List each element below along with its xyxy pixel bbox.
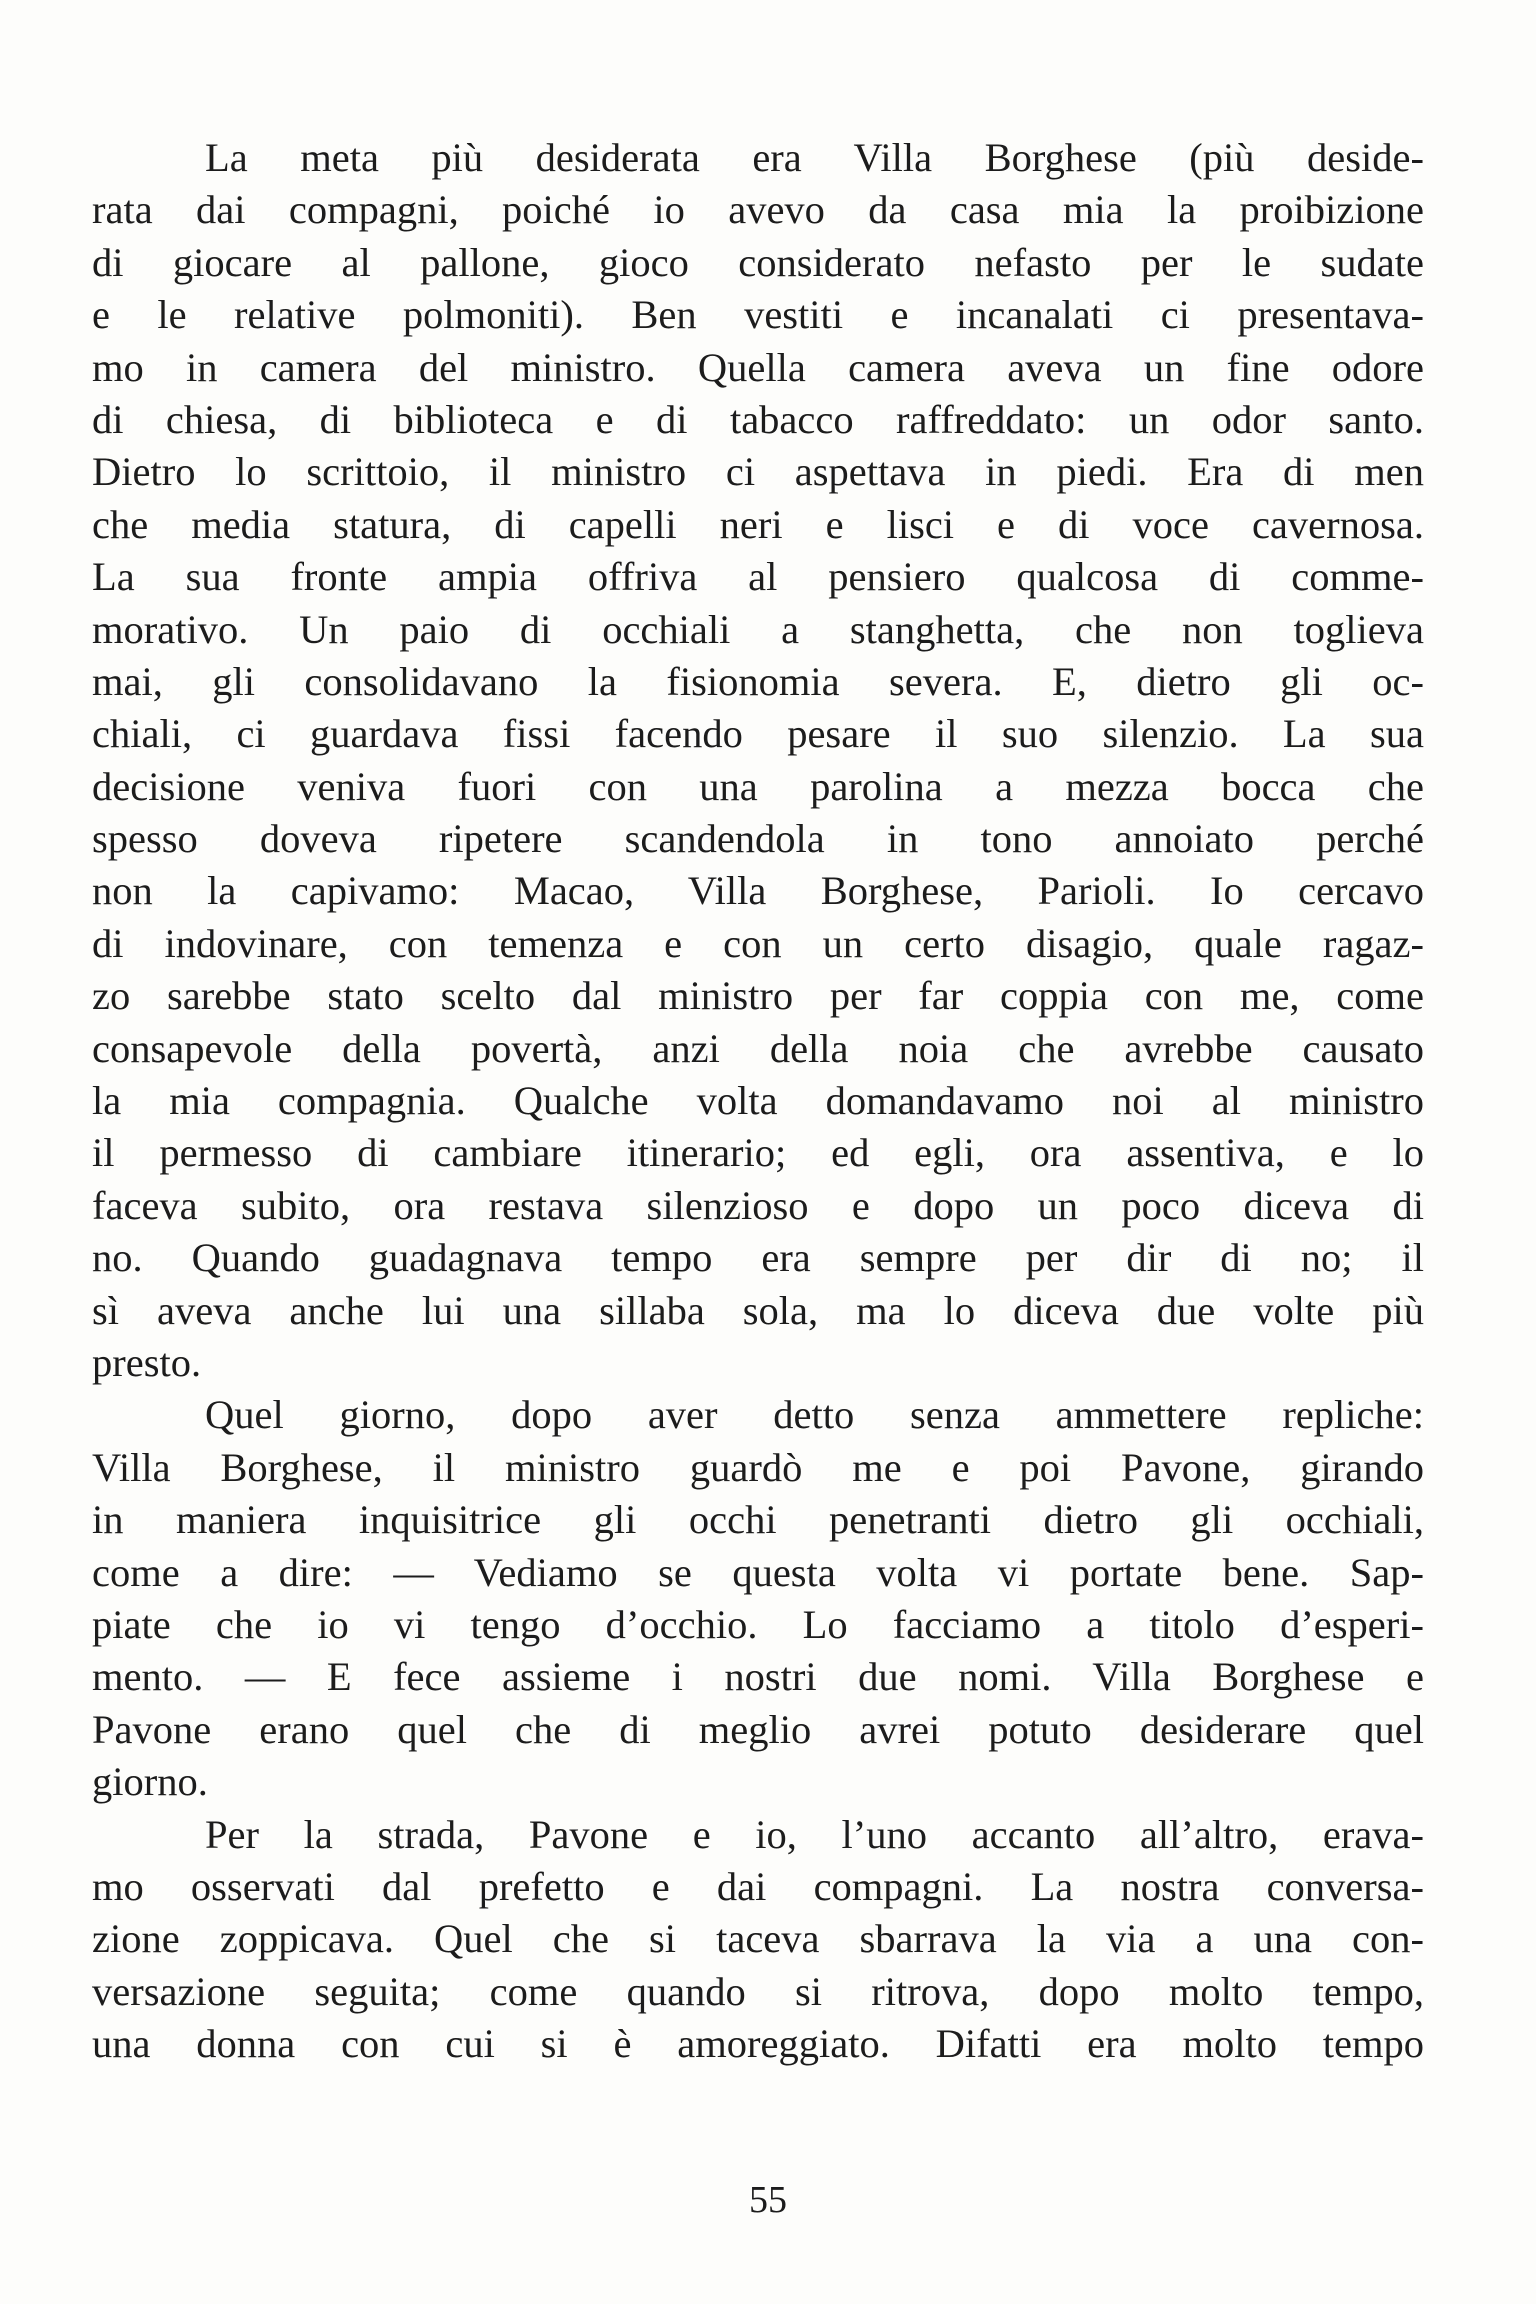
text-line: spesso doveva ripetere scandendola in tono annoiato perché bbox=[92, 816, 1424, 862]
text-line: zo sarebbe stato scelto dal ministro per far coppia con me, come bbox=[92, 973, 1424, 1019]
text-line: no. Quando guadagnava tempo era sempre per dir di no; il bbox=[92, 1235, 1424, 1281]
text-line: faceva subito, ora restava silenzioso e dopo un poco diceva di bbox=[92, 1182, 1424, 1228]
text-line: mo in camera del ministro. Quella camera aveva un fine odore bbox=[92, 344, 1424, 390]
text-line: mento. — E fece assieme i nostri due nomi. Villa Borghese e bbox=[92, 1654, 1424, 1700]
text-line: rata dai compagni, poiché io avevo da casa mia la proibizione bbox=[92, 187, 1424, 233]
page-number: 55 bbox=[749, 2179, 787, 2221]
text-line: in maniera inquisitrice gli occhi penetranti dietro gli occhiali, bbox=[92, 1497, 1424, 1543]
text-line: chiali, ci guardava fissi facendo pesare il suo silenzio. La sua bbox=[92, 711, 1424, 757]
text-line: una donna con cui si è amoreggiato. Difatti era molto tempo bbox=[92, 2021, 1424, 2067]
text-line: La sua fronte ampia offriva al pensiero qualcosa di comme- bbox=[92, 554, 1424, 600]
text-line: mo osservati dal prefetto e dai compagni. La nostra conversa- bbox=[92, 1863, 1424, 1909]
text-line: zione zoppicava. Quel che si taceva sbarrava la via a una con- bbox=[92, 1916, 1424, 1962]
body-text bbox=[92, 132, 1424, 2070]
text-line: Pavone erano quel che di meglio avrei potuto desiderare quel bbox=[92, 1706, 1424, 1752]
text-line: versazione seguita; come quando si ritrova, dopo molto tempo, bbox=[92, 1968, 1424, 2014]
text-line: di giocare al pallone, gioco considerato nefasto per le sudate bbox=[92, 239, 1424, 285]
text-line: Quel giorno, dopo aver detto senza ammettere repliche: bbox=[205, 1392, 1424, 1438]
text-line: La meta più desiderata era Villa Borghese (più deside- bbox=[205, 135, 1424, 180]
text-line: che media statura, di capelli neri e lisci e di voce cavernosa. bbox=[92, 501, 1424, 547]
text-line: Per la strada, Pavone e io, l’uno accanto all’altro, eravа- bbox=[205, 1811, 1424, 1857]
text-line: consapevole della povertà, anzi della noia che avrebbe causato bbox=[92, 1025, 1424, 1071]
text-line: come a dire: — Vediamo se questa volta vi portate bene. Sap- bbox=[92, 1549, 1424, 1595]
text-line: non la capivamo: Macao, Villa Borghese, Parioli. Io cercavo bbox=[92, 868, 1424, 914]
text-line: giorno. bbox=[92, 1759, 208, 1805]
text-line: piate che io vi tengo d’occhio. Lo facciamo a titolo d’esperi- bbox=[92, 1601, 1424, 1647]
text-line: di chiesa, di biblioteca e di tabacco raffreddato: un odor santo. bbox=[92, 396, 1424, 442]
text-line: la mia compagnia. Qualche volta domandavamo noi al ministro bbox=[92, 1078, 1424, 1124]
text-line: mai, gli consolidavano la fisionomia severa. E, dietro gli oc- bbox=[92, 658, 1424, 704]
text-line: sì aveva anche lui una sillaba sola, ma lo diceva due volte più bbox=[92, 1287, 1424, 1333]
text-line: presto. bbox=[92, 1339, 202, 1385]
text-line: di indovinare, con temenza e con un certo disagio, quale ragaz- bbox=[92, 920, 1424, 966]
text-line: e le relative polmoniti). Ben vestiti e incanalati ci presentava- bbox=[92, 292, 1424, 338]
text-line: morativo. Un paio di occhiali a stanghetta, che non toglieva bbox=[92, 606, 1424, 652]
text-line: Dietro lo scrittoio, il ministro ci aspettava in piedi. Era di men bbox=[92, 449, 1424, 495]
text-line: il permesso di cambiare itinerario; ed egli, ora assentiva, e lo bbox=[92, 1130, 1424, 1176]
text-line: Villa Borghese, il ministro guardò me e poi Pavone, girando bbox=[92, 1444, 1424, 1490]
text-line: decisione veniva fuori con una parolina a mezza bocca che bbox=[92, 763, 1424, 809]
